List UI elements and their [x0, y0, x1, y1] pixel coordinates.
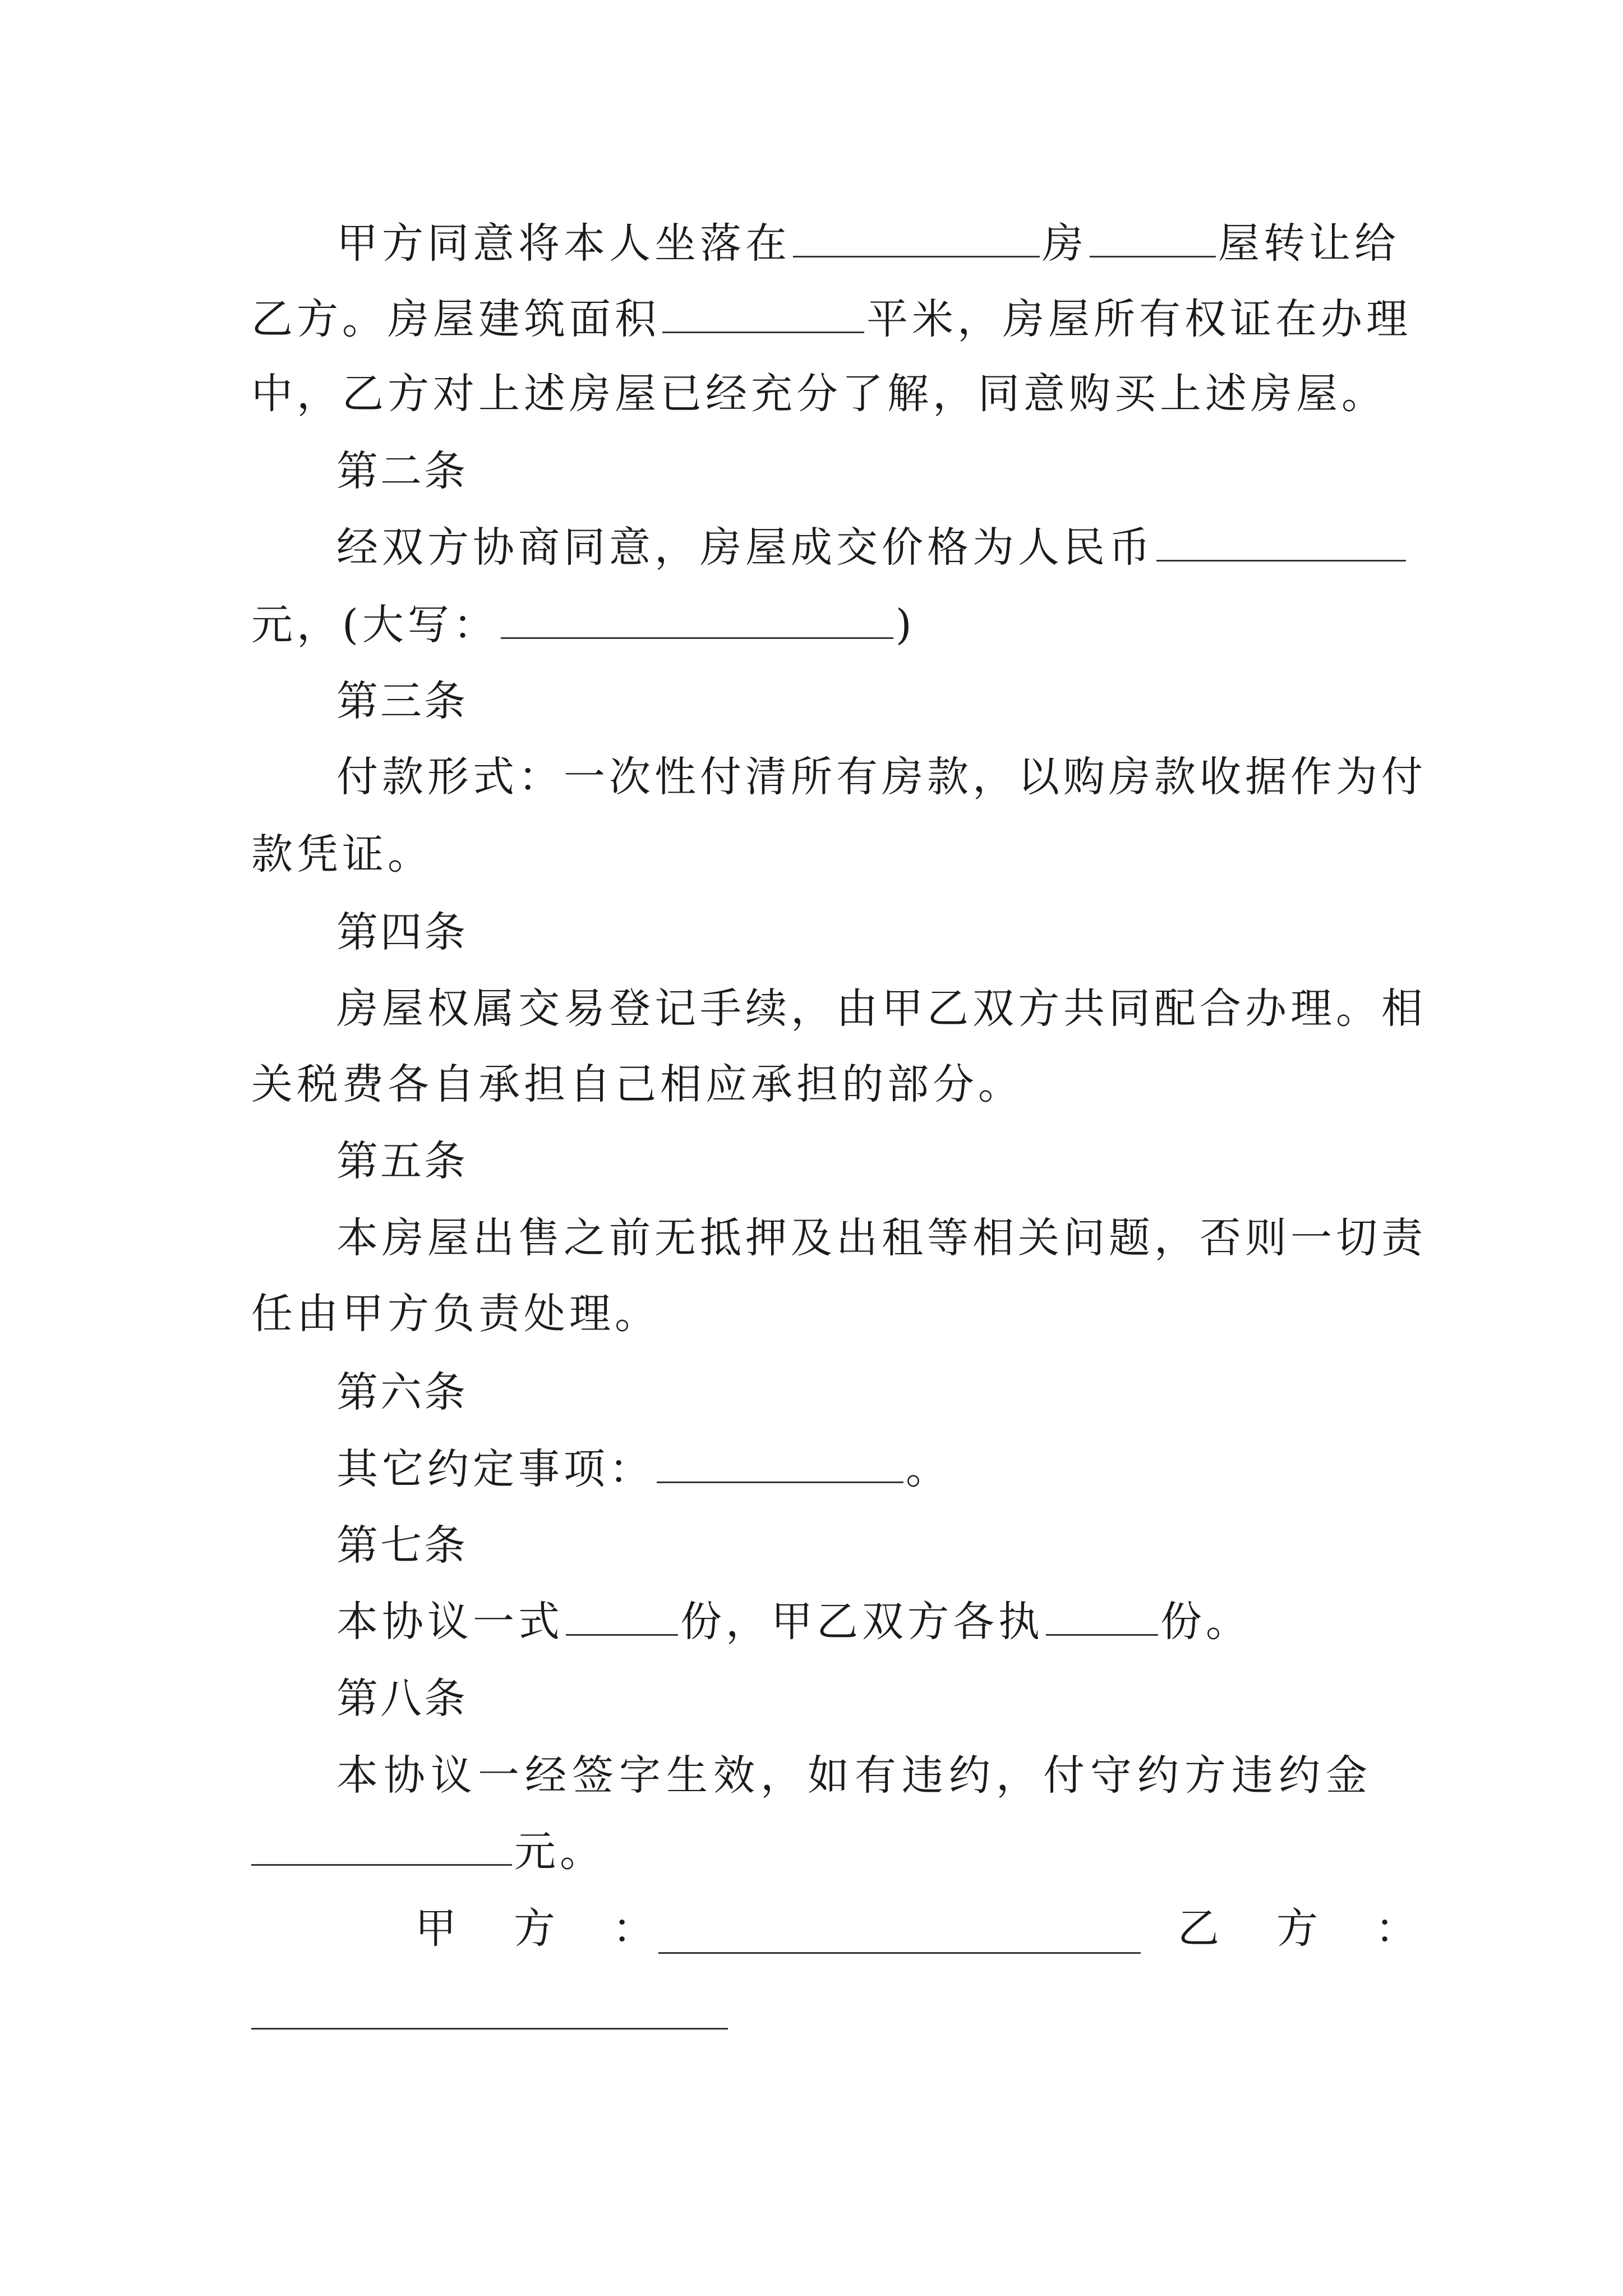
party-a-label: 甲 方 ： — [415, 1904, 662, 1953]
text: 。 — [906, 1445, 951, 1493]
text: 本房屋出售之前无抵押及出租等相关问题，否则一切责 — [336, 1214, 1427, 1262]
text: 付款形式：一次性付清所有房款，以购房款收据作为付 — [336, 753, 1427, 801]
heading-text: 第六条 — [336, 1368, 468, 1416]
article-6-line-1 — [336, 1443, 951, 1494]
heading-text: 第三条 — [336, 677, 468, 725]
text: 份，甲乙双方各执 — [680, 1598, 1044, 1646]
article-5-line-2 — [251, 1289, 660, 1339]
party-b-label: 乙 方 ： — [1178, 1904, 1424, 1953]
text: 甲方同意将本人坐落在 — [336, 219, 791, 268]
party-b-signature — [1178, 1903, 1424, 1954]
room-blank — [1090, 218, 1216, 257]
text: 乙方。房屋建筑面积 — [251, 295, 660, 343]
location-blank — [793, 218, 1040, 257]
clause-1-line-3 — [251, 369, 1387, 419]
text: 款凭证。 — [251, 830, 433, 878]
price-uppercase-blank — [501, 599, 893, 639]
penalty-blank — [251, 1826, 512, 1866]
party-a-signature-blank — [658, 1907, 1141, 1954]
article-7-heading — [336, 1520, 468, 1571]
text: 元。 — [514, 1828, 605, 1876]
heading-text: 第五条 — [336, 1137, 468, 1185]
article-2-line-1 — [336, 522, 1408, 573]
article-6-heading — [336, 1367, 468, 1418]
article-3-heading — [336, 676, 468, 726]
article-2-line-2 — [251, 599, 916, 650]
article-5-line-1 — [336, 1213, 1427, 1263]
price-blank — [1156, 522, 1406, 562]
heading-text: 第八条 — [336, 1674, 468, 1723]
article-8-line-1 — [336, 1750, 1373, 1801]
text: 份。 — [1160, 1598, 1251, 1646]
text: 经双方协商同意，房屋成交价格为人民币 — [336, 523, 1154, 572]
clause-1-line-1 — [336, 218, 1400, 269]
article-8-heading — [336, 1673, 468, 1724]
heading-text: 第七条 — [336, 1521, 468, 1570]
article-4-line-2 — [251, 1059, 1023, 1110]
text: 元，(大写： — [251, 601, 499, 649]
text: 中，乙方对上述房屋已经充分了解，同意购买上述房屋。 — [251, 370, 1387, 418]
article-2-heading — [336, 446, 468, 496]
heading-text: 第二条 — [336, 447, 468, 495]
copies-total-blank — [566, 1596, 678, 1636]
article-4-heading — [336, 907, 468, 958]
party-b-signature-blank — [251, 1983, 728, 2030]
article-5-heading — [336, 1136, 468, 1186]
article-3-line-2 — [251, 829, 433, 880]
text: 平米，房屋所有权证在办理 — [866, 295, 1412, 343]
text: ) — [895, 601, 916, 649]
article-8-line-2 — [251, 1826, 605, 1877]
article-3-line-1 — [336, 752, 1427, 802]
party-a-signature — [415, 1903, 662, 1954]
text: 房 — [1042, 219, 1087, 268]
text: 屋转让给 — [1218, 219, 1400, 268]
heading-text: 第四条 — [336, 908, 468, 956]
area-blank — [662, 293, 864, 333]
copies-each-blank — [1046, 1596, 1158, 1636]
text: 本协议一经签字生效，如有违约，付守约方违约金 — [336, 1751, 1373, 1800]
text: 关税费各自承担自己相应承担的部分。 — [251, 1060, 1023, 1108]
text: 房屋权属交易登记手续，由甲乙双方共同配合办理。相 — [336, 984, 1427, 1033]
article-7-line-1 — [336, 1596, 1251, 1647]
clause-1-line-2 — [251, 293, 1412, 344]
article-4-line-1 — [336, 983, 1427, 1034]
text: 任由甲方负责处理。 — [251, 1290, 660, 1338]
other-terms-blank — [657, 1443, 903, 1483]
text: 本协议一式 — [336, 1598, 564, 1646]
text: 其它约定事项： — [336, 1445, 654, 1493]
